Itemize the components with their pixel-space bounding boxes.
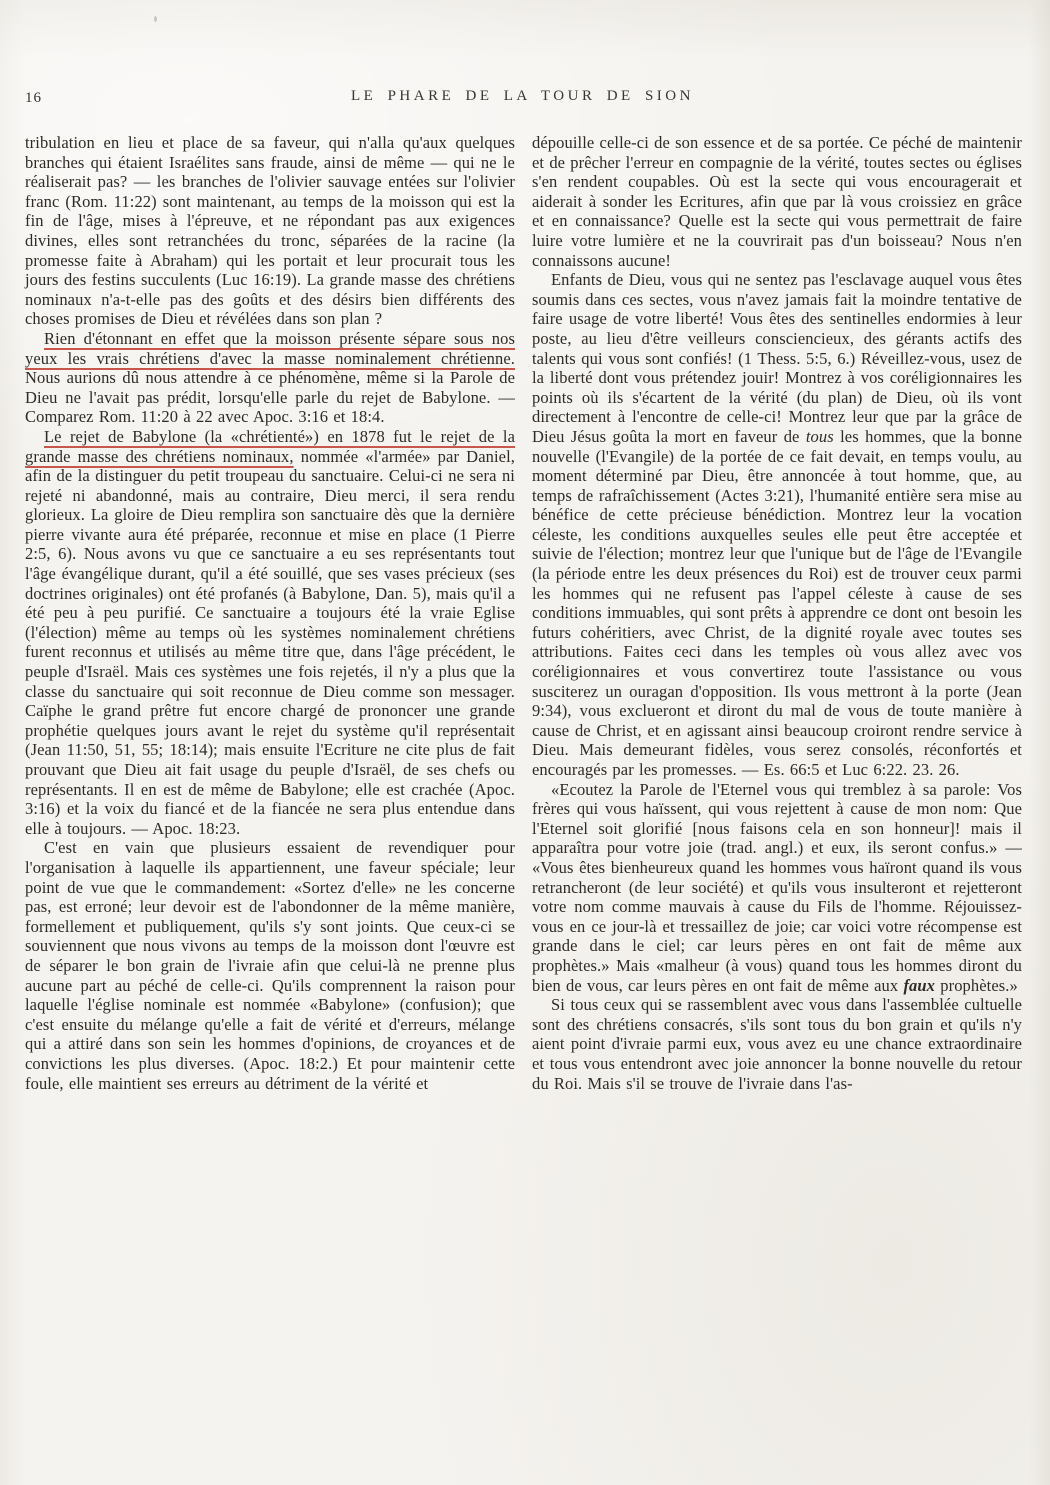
running-head — [25, 88, 1020, 110]
scan-speck — [154, 16, 157, 22]
red-underlined-text: Rien d'étonnant en effet que la moisson présente sépare sous nos yeux les vrais chrétiens d'avec la masse nominalement chrétienne. — [25, 328, 515, 368]
text-columns — [25, 133, 1022, 1093]
text-segment: tribulation en lieu et place de sa faveur, qui n'alla qu'aux quelques branches qui étaient Israélites sans fraude, ainsi de même — qui ne le réaliserait pas? — les branches de l'olivier sauvage entées sur l'olivier franc (Rom. 11:22) sont maintenant, au temps de la moisson qui est la fin de l'âge, mises à l'épreuve, et ne répondant pas aux exigences divines, elles sont retranchées du tronc, séparées de la racine (la promesse faite à Abraham) qui les portait et leur procurait tous les jours des festins succulents (Luc 16:19). La grande masse des chrétiens nominaux n'a-t-elle pas des goûts et des désirs bien différents des choses promises de Dieu et révélées dans son plan ? — [25, 133, 515, 329]
text-segment: Enfants de Dieu, vous qui ne sentez pas l'esclavage auquel vous êtes soumis dans ces sectes, vous n'avez jamais fait la moindre tentative de faire usage de votre liberté! Vous êtes des sentinelles endormies à leur poste, au lieu d'être veilleurs consciencieux, des gérants actifs des talents qui vous sont confiés! (1 Thess. 5:5, 6.) Réveillez-vous, usez de la liberté dont vous prétendez jouir! Montrez à vos coréligionnaires les points où ils s'écartent de la vérité (du plan) de Dieu, où ils vont directement à l'encontre de celle-ci! Montrez leur que par la grâce de Dieu Jésus goûta la mort en faveur de — [532, 270, 1022, 446]
right-column — [532, 133, 1022, 1093]
left-column — [25, 133, 515, 1093]
paragraph — [25, 329, 515, 427]
text-segment: tous — [805, 426, 834, 446]
text-segment: faux — [903, 975, 936, 995]
paragraph — [25, 838, 515, 1093]
text-segment: les hommes, que la bonne nouvelle (l'Evangile) de la portée de ce fait devait, en temps voulu, au moment déterminé par Dieu, être annoncée à tout homme, que, au temps de rafraîchissement (Actes 3:21), l'humanité entière sera mise au bénéfice de cette précieuse bénédiction. Montrez leur la vocation céleste, les conditions auxquelles seules elle peut être acceptée et suivie de l'élection; montrez leur que l'unique but de l'âge de l'Evangile (la période entre les deux présences du Roi) est de trouver ceux parmi les hommes qui ne refusent pas l'appel céleste à cause de ses conditions immuables, qui sont prêts à apprendre ce dont ont besoin les futurs cohéritiers, avec Christ, de la dignité royale avec toutes ses attributions. Faites ceci dans les temples où vous allez avec vos coréligionnaires et vous convertirez toute l'assistance ou vous susciterez un ouragan d'opposition. Ils vous mettront à la porte (Jean 9:34), vous exclueront et diront du mal de vous de toute manière à cause de Christ, et en agissant ainsi beaucoup croiront rendre service à Dieu. Mais demeurant fidèles, vous serez consolés, réconfortés et encouragés par les promesses. — Es. 66:5 et Luc 6:22. 23. 26. — [532, 426, 1022, 779]
text-segment: prophètes.» — [935, 975, 1018, 995]
text-segment: dépouille celle-ci de son essence et de sa portée. Ce péché de maintenir et de prêcher l'erreur en compagnie de la vérité, toutes sectes ou églises s'en rendent coupables. Où est la secte qui vous encouragerait et aiderait à sonder les Ecritures, afin que par là vous croissiez en grâce et en connaissance? Quelle est la secte qui vous permettrait de faire luire votre lumière et ne la couvrirait pas d'un boisseau? Nous n'en connaissons aucune! — [532, 133, 1023, 270]
page-title: LE PHARE DE LA TOUR DE SION — [351, 88, 694, 104]
paragraph — [532, 270, 1022, 779]
text-segment: «Ecoutez la Parole de l'Eternel vous qui tremblez à sa parole: Vos frères qui vous haïssent, qui vous rejettent à cause de mon nom: Que l'Eternel soit glorifié [nous faisons cela en son honneur]! mais il apparaîtra pour votre joie (trad. angl.) et eux, ils seront confus.» — «Vous êtes bienheureux quand les hommes vous haïront quand ils vous retrancheront (de leur société) et qu'ils vous insulteront et rejetteront votre nom comme mauvais à cause du Fils de l'homme. Réjouissez-vous en ce jour-là et tressaillez de joie; car voici votre récompense est grande dans le ciel; car leurs pères en ont fait de même aux prophètes.» Mais «malheur (à vous) quand tous les hommes diront du bien de vous, car leurs pères en ont fait de même aux — [532, 779, 1022, 995]
paragraph — [532, 995, 1022, 1093]
paragraph — [532, 133, 1022, 270]
page-number: 16 — [25, 90, 42, 106]
paragraph — [25, 133, 515, 329]
text-segment: Nous aurions dû nous attendre à ce phénomène, même si la Parole de Dieu ne l'avait pas prédit, lorsqu'elle parle du rejet de Babylone. — Comparez Rom. 11:20 à 22 avec Apoc. 3:16 et 18:4. — [25, 368, 515, 427]
text-segment: C'est en vain que plusieurs essaient de revendiquer pour l'organisation à laquelle ils appartiennent, une faveur spéciale; leur point de vue que le commandement: «Sortez d'elle» ne les concerne pas, est erroné; leur devoir est de l'abondonner de la même manière, formellement et publiquement, qu'ils s'y sont joints. Que ceux-ci se souviennent que nous vivons au temps de la moisson dont l'œuvre est de séparer le bon grain de l'ivraie afin que celui-là ne prenne plus aucune part au péché de celle-ci. Qu'ils comprennent la raison pour laquelle l'église nominale est nommée «Babylone» (confusion); que c'est ensuite du mélange qu'elle a fait de vérité et d'erreurs, mélange qui a attiré dans son sein les hommes d'opinions, de croyances et de convictions les plus diverses. (Apoc. 18:2.) Et pour maintenir cette foule, elle maintient ses erreurs au détriment de la vérité et — [25, 838, 515, 1093]
paragraph — [25, 427, 515, 838]
red-underlined-text: Le rejet de Babylone (la «chrétienté») en 1878 fut le rejet de la grande masse des chrétiens nominaux, — [25, 426, 515, 466]
paragraph — [532, 780, 1022, 996]
text-segment: nommée «l'armée» par Daniel, afin de la distinguer du petit troupeau du sanctuaire. Celui-ci ne sera ni rejeté ni abandonné, mais au contraire, Dieu merci, il sera rendu glorieux. La gloire de Dieu remplira son sanctuaire dès que la dernière pierre vivante aura été préparée, reconnue et mise en place (1 Pierre 2:5, 6). Nous avons vu que ce sanctuaire a eu ses représentants tout l'âge évangélique durant, qu'il a été souillé, que ses vases précieux (ses doctrines originales) ont été profanés (à Babylone, Dan. 5), mais qu'il a été peu à peu purifié. Ce sanctuaire a toujours été la vraie Eglise (l'élection) même au temps où les systèmes nominalement chrétiens furent reconnus et utilisés au même titre que, dans l'âge précédent, le peuple d'Israël. Mais ces systèmes une fois rejetés, il n'y a plus que la classe du sanctuaire qui soit reconnue de Dieu comme son messager. Caïphe le grand prêtre fut encore chargé de prononcer une grande prophétie quelques jours avant le rejet du système qu'il représentait (Jean 11:50, 51, 55; 18:14); mais ensuite l'Ecriture ne cite plus de fait prouvant que Dieu ait fait usage du peuple d'Israël, de ses chefs ou représentants. Il en est de même de Babylone; elle est crachée (Apoc. 3:16) et la voix du fiancé et de la fiancée ne sera plus entendue dans elle à toujours. — Apoc. 18:23. — [25, 446, 515, 838]
text-segment: Si tous ceux qui se rassemblent avec vous dans l'assemblée cultuelle sont des chrétiens consacrés, s'ils sont tous du bon grain et qu'ils n'y aient point d'ivraie parmi eux, vous avez eu une chance extraordinaire et tous vous entendront avec joie annoncer la bonne nouvelle du retour du Roi. Mais s'il se trouve de l'ivraie dans l'as- — [532, 995, 1022, 1093]
